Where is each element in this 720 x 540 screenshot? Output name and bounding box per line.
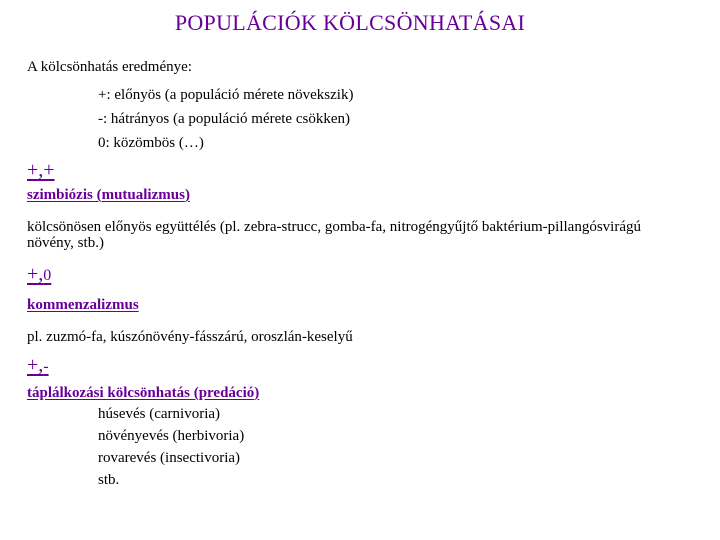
term-close: ) — [254, 385, 260, 401]
intro-item-negative: -: hátrányos (a populáció mérete csökken) — [98, 111, 350, 127]
slide-title: POPULÁCIÓK KÖLCSÖNHATÁSAI — [174, 10, 526, 35]
section-sign-predation — [27, 355, 49, 375]
term-commensalism: kommenzalizmus — [27, 297, 139, 313]
predation-item-etc: stb. — [98, 472, 120, 488]
section-sign-commensalism — [27, 264, 51, 284]
predation-item-carnivoria: húsevés (carnivoria) — [98, 406, 221, 422]
sign-tail: 0 — [43, 267, 52, 284]
term-separator: ( — [189, 385, 199, 401]
term-feeding-interaction: táplálkozási kölcsönhatás — [27, 385, 190, 401]
sign-main: +, — [27, 263, 44, 285]
intro-item-positive: +: előnyös (a populáció mérete növekszik) — [98, 87, 354, 103]
section-term-commensalism — [27, 297, 139, 314]
predation-item-herbivoria: növényevés (herbivoria) — [98, 428, 245, 444]
section-description-mutualism: kölcsönösen előnyös együttélés (pl. zebra-strucc, gomba-fa, nitrogéngyűjtő baktérium-pillangósvirágú növény, stb.) — [27, 219, 641, 251]
section-term-mutualism — [27, 187, 190, 204]
intro-item-neutral: 0: közömbös (…) — [98, 135, 204, 151]
term-separator: ( — [92, 187, 102, 203]
sign-main: +,+ — [27, 159, 55, 181]
sign-main: +, — [27, 354, 44, 376]
term-mutualism: mutualizmus — [101, 187, 185, 203]
section-description-commensalism: pl. zuzmó-fa, kúszónövény-fásszárú, oroszlán-keselyű — [27, 329, 353, 345]
section-sign-mutualism — [27, 160, 55, 180]
intro-heading: A kölcsönhatás eredménye: — [27, 59, 192, 75]
section-term-predation — [27, 385, 259, 402]
term-predation: predáció — [198, 385, 255, 401]
predation-item-insectivoria: rovarevés (insectivoria) — [98, 450, 241, 466]
term-symbiosis: szimbiózis — [27, 187, 93, 203]
term-close: ) — [184, 187, 190, 203]
sign-tail: - — [43, 358, 49, 375]
